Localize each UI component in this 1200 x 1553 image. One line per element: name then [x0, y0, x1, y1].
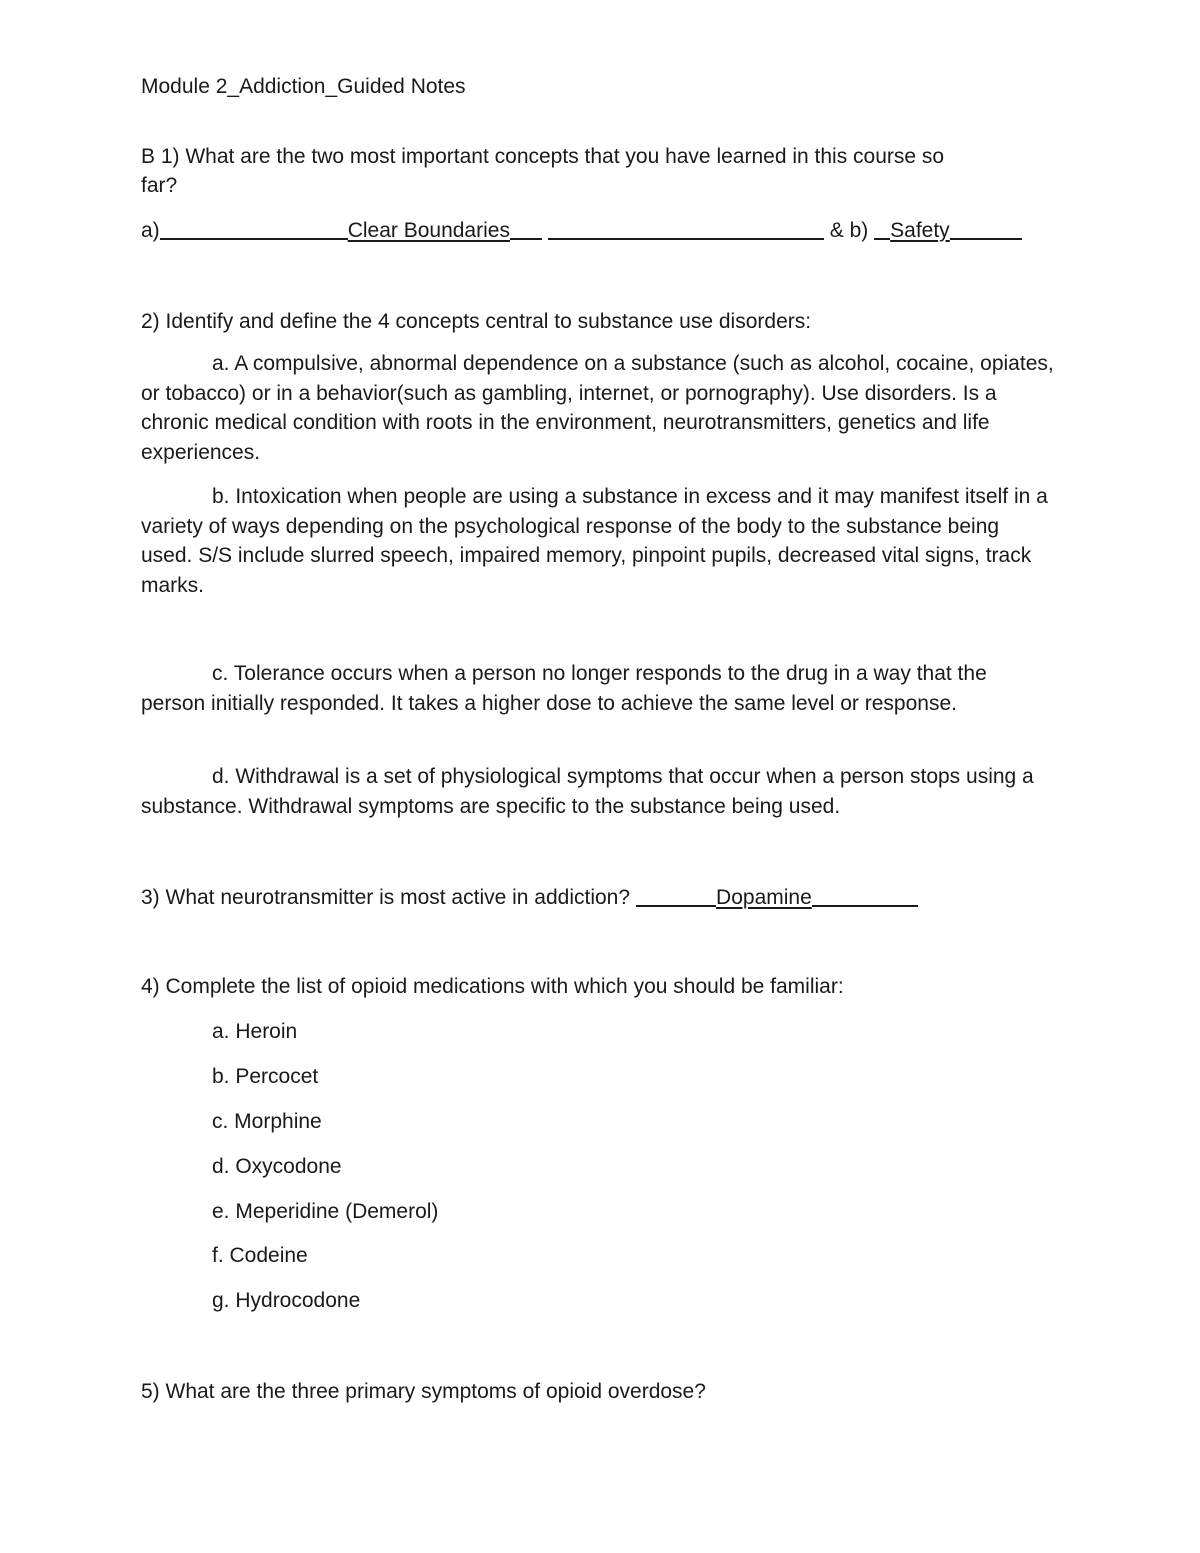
answer-a-blank-mid — [510, 216, 542, 240]
opioid-item: b. Percocet — [212, 1065, 319, 1088]
question-1-line-1: B 1) What are the two most important concepts that you have learned in this course so — [141, 145, 945, 168]
opioid-item: e. Meperidine (Demerol) — [212, 1200, 439, 1223]
opioid-item: f. Codeine — [212, 1244, 308, 1267]
opioid-item: a. Heroin — [212, 1020, 298, 1043]
concept-b-text: b. Intoxication when people are using a substance in excess and it may manifest itself in a variety of ways depending on the psychological response of the body to the substance being used. S/S include slurred speech, impaired memory, pinpoint pupils, decreased vital signs, track marks. — [141, 485, 1048, 597]
opioid-item: d. Oxycodone — [212, 1155, 342, 1178]
answer-a-blank-left — [160, 216, 348, 240]
answer-b-blank-left — [874, 216, 890, 240]
question-4-prompt: 4) Complete the list of opioid medications with which you should be familiar: — [141, 975, 844, 998]
answer-b-label: & b) — [823, 219, 875, 242]
concept-b — [141, 482, 1056, 600]
answer-b-text: Safety — [890, 219, 950, 242]
answer-3-blank-right — [812, 883, 918, 907]
question-1-line-2: far? — [141, 174, 178, 197]
opioid-item: c. Morphine — [212, 1110, 322, 1133]
concept-a — [141, 349, 1056, 467]
concept-d-text: d. Withdrawal is a set of physiological symptoms that occur when a person stops using a substance. Withdrawal symptoms are specific to the substance being used. — [141, 765, 1034, 818]
answer-3-text: Dopamine — [716, 886, 812, 909]
answer-b-blank-right — [950, 216, 1022, 240]
question-2-prompt: 2) Identify and define the 4 concepts central to substance use disorders: — [141, 310, 812, 333]
question-3-prompt: 3) What neurotransmitter is most active in addiction? — [141, 886, 631, 909]
concept-d — [141, 762, 1056, 821]
concept-c — [141, 659, 1056, 718]
answer-3-blank-left — [636, 883, 716, 907]
concept-a-text: a. A compulsive, abnormal dependence on a substance (such as alcohol, cocaine, opiates, or tobacco) or in a behavior(such as gambling, internet, or pornography). Use disorders. Is a chronic medical condition with roots in the environment, neurotransmitters, genetics and life experiences. — [141, 352, 1054, 464]
opioid-item: g. Hydrocodone — [212, 1289, 361, 1312]
question-5-prompt: 5) What are the three primary symptoms of opioid overdose? — [141, 1380, 706, 1403]
answer-a-text: Clear Boundaries — [347, 219, 510, 242]
question-1-answer-row — [141, 216, 1022, 245]
question-3-row — [141, 883, 918, 912]
concept-c-text: c. Tolerance occurs when a person no longer responds to the drug in a way that the person initially responded. It takes a higher dose to achieve the same level or response. — [141, 662, 987, 715]
document-title: Module 2_Addiction_Guided Notes — [141, 75, 466, 98]
answer-a-blank-right — [548, 216, 824, 240]
answer-a-label: a) — [141, 219, 160, 242]
